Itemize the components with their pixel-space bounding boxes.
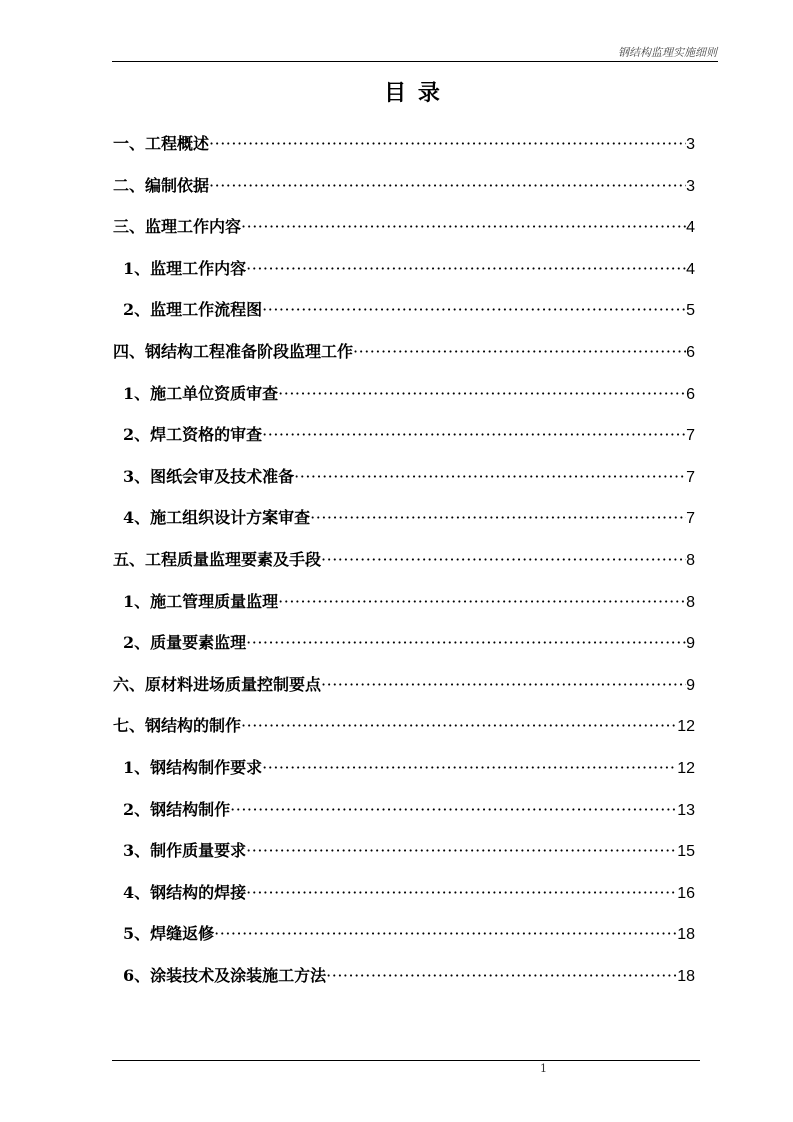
- toc-entry-page: 4: [686, 260, 695, 278]
- toc-entry-page: 18: [677, 967, 695, 985]
- toc-entry-page: 7: [686, 427, 695, 445]
- toc-leader-dots: [326, 966, 677, 985]
- toc-entry-label: 4、钢结构的焊接: [123, 882, 247, 902]
- toc-entry[interactable]: [113, 755, 695, 797]
- page-title: 目 录: [384, 80, 442, 106]
- toc-entry-label: 5、焊缝返修: [123, 924, 215, 944]
- toc-leader-dots: [246, 633, 686, 652]
- running-header: 钢结构监理实施细则: [618, 46, 717, 59]
- toc-entry[interactable]: [113, 880, 695, 922]
- toc-leader-dots: [209, 134, 686, 153]
- toc-entry-label: 2、焊工资格的审查: [123, 425, 263, 445]
- toc-entry-page: 5: [686, 302, 695, 320]
- toc-leader-dots: [262, 758, 677, 777]
- toc-entry-page: 9: [686, 635, 695, 653]
- toc-entry-label: 2、质量要素监理: [123, 633, 247, 653]
- toc-leader-dots: [241, 217, 686, 236]
- toc-entry-label: 二、编制依据: [113, 175, 210, 195]
- toc-entry[interactable]: [113, 464, 695, 506]
- toc-entry[interactable]: [113, 589, 695, 631]
- toc-leader-dots: [321, 550, 686, 569]
- toc-leader-dots: [278, 384, 686, 403]
- toc-leader-dots: [294, 467, 686, 486]
- toc-entry[interactable]: [113, 797, 695, 839]
- toc-entry[interactable]: [113, 921, 695, 963]
- toc-leader-dots: [214, 924, 677, 943]
- toc-leader-dots: [230, 800, 677, 819]
- toc-entry-page: 7: [686, 468, 695, 486]
- toc-entry-label: 3、图纸会审及技术准备: [123, 466, 295, 486]
- toc-entry-page: 9: [686, 676, 695, 694]
- toc-leader-dots: [321, 675, 686, 694]
- toc-entry[interactable]: [113, 505, 695, 547]
- toc-entry-page: 12: [677, 718, 695, 736]
- toc-entry-label: 1、施工单位资质审查: [123, 383, 279, 403]
- toc-entry[interactable]: [113, 339, 695, 381]
- toc-leader-dots: [353, 342, 686, 361]
- toc-entry-page: 8: [686, 593, 695, 611]
- toc-entry[interactable]: [113, 173, 695, 215]
- toc-entry-label: 一、工程概述: [113, 134, 210, 153]
- toc-entry-label: 1、钢结构制作要求: [123, 757, 263, 777]
- toc-leader-dots: [209, 176, 686, 195]
- toc-entry[interactable]: [113, 131, 695, 173]
- toc-entry-page: 13: [677, 801, 695, 819]
- toc-entry[interactable]: [113, 630, 695, 672]
- toc-entry-label: 2、监理工作流程图: [123, 300, 263, 320]
- toc-entry-page: 16: [677, 884, 695, 902]
- toc-entry-label: 1、施工管理质量监理: [123, 591, 279, 611]
- toc-entry[interactable]: [113, 713, 695, 755]
- toc-leader-dots: [278, 592, 686, 611]
- table-of-contents: [113, 131, 695, 1004]
- toc-entry-page: 12: [677, 759, 695, 777]
- toc-entry-page: 6: [686, 343, 695, 361]
- toc-leader-dots: [262, 425, 686, 444]
- toc-entry-label: 2、钢结构制作: [123, 799, 231, 819]
- toc-leader-dots: [246, 841, 677, 860]
- toc-entry-page: 18: [677, 926, 695, 944]
- page-number: 1: [540, 1062, 547, 1075]
- toc-entry[interactable]: [113, 963, 695, 1005]
- toc-entry-label: 6、涂装技术及涂装施工方法: [123, 965, 327, 985]
- toc-entry-label: 五、工程质量监理要素及手段: [113, 549, 322, 569]
- toc-entry-page: 7: [686, 510, 695, 528]
- toc-leader-dots: [241, 716, 677, 735]
- toc-entry-label: 四、钢结构工程准备阶段监理工作: [113, 341, 354, 361]
- toc-entry-page: 3: [686, 136, 695, 153]
- toc-entry-page: 3: [686, 177, 695, 195]
- toc-entry[interactable]: [113, 838, 695, 880]
- toc-entry-label: 3、制作质量要求: [123, 841, 247, 861]
- toc-entry[interactable]: [113, 672, 695, 714]
- toc-entry-page: 6: [686, 385, 695, 403]
- toc-leader-dots: [246, 883, 677, 902]
- footer-rule: [112, 1060, 700, 1061]
- toc-entry-label: 六、原材料进场质量控制要点: [113, 674, 322, 694]
- toc-entry[interactable]: [113, 214, 695, 256]
- toc-entry-label: 七、钢结构的制作: [113, 716, 242, 736]
- toc-entry-label: 1、监理工作内容: [123, 258, 247, 278]
- toc-leader-dots: [246, 259, 686, 278]
- toc-entry[interactable]: [113, 297, 695, 339]
- toc-entry-label: 三、监理工作内容: [113, 217, 242, 237]
- toc-entry[interactable]: [113, 381, 695, 423]
- toc-entry-page: 4: [686, 219, 695, 237]
- toc-leader-dots: [310, 508, 686, 527]
- toc-entry[interactable]: [113, 256, 695, 298]
- toc-entry[interactable]: [113, 547, 695, 589]
- header-rule: [112, 61, 718, 62]
- toc-entry-page: 8: [686, 551, 695, 569]
- toc-entry[interactable]: [113, 422, 695, 464]
- toc-entry-label: 4、施工组织设计方案审查: [123, 508, 311, 528]
- toc-leader-dots: [262, 300, 686, 319]
- toc-entry-page: 15: [677, 843, 695, 861]
